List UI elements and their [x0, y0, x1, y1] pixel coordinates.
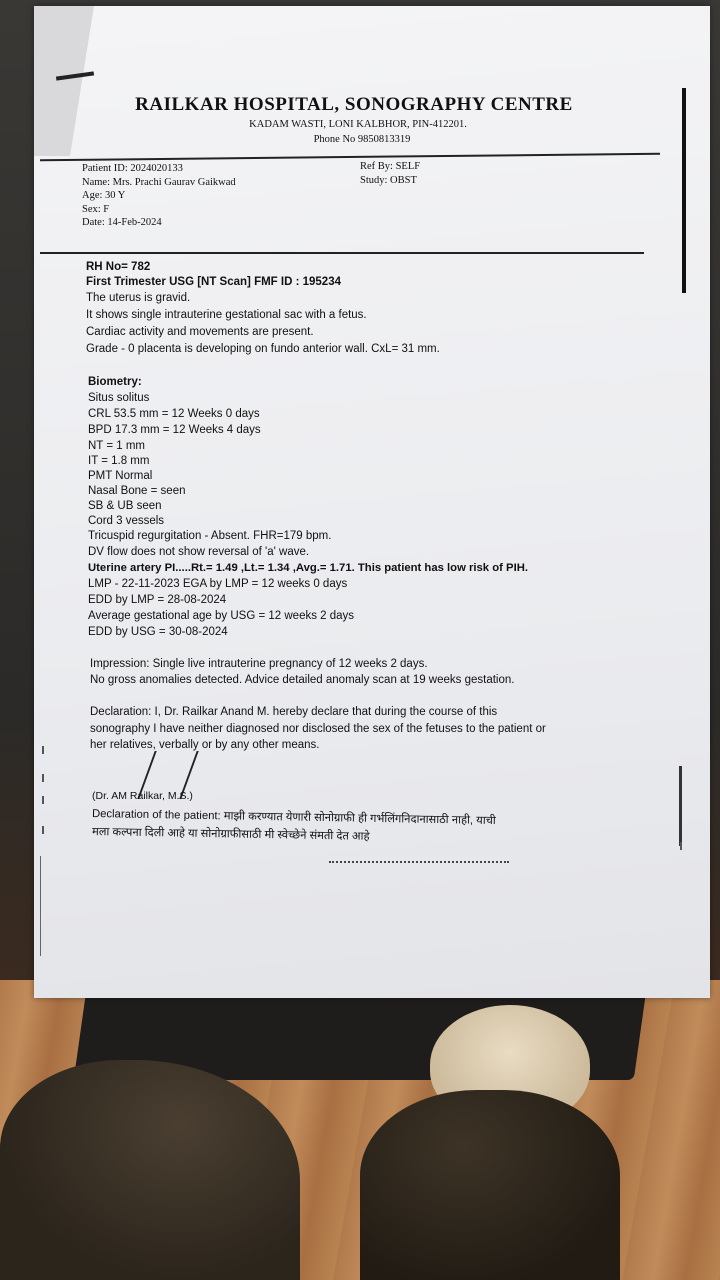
biometry-line: BPD 17.3 mm = 12 Weeks 4 days	[88, 424, 261, 436]
hospital-address: KADAM WASTI, LONI KALBHOR, PIN-412201.	[249, 119, 467, 130]
biometry-heading: Biometry:	[88, 376, 142, 388]
leg-right	[360, 1090, 620, 1280]
declaration-line: sonography I have neither diagnosed nor disclosed the sex of the fetuses to the patient or	[90, 723, 546, 735]
rh-number: RH No= 782	[86, 261, 151, 273]
scan-title: First Trimester USG [NT Scan] FMF ID : 195234	[86, 276, 341, 288]
finding-line: It shows single intrauterine gestational sac with a fetus.	[86, 309, 367, 321]
patient-age: Age: 30 Y	[82, 190, 126, 201]
header-rule	[40, 153, 660, 161]
biometry-line: EDD by LMP = 28-08-2024	[88, 594, 227, 606]
hospital-name: RAILKAR HOSPITAL, SONOGRAPHY CENTRE	[135, 94, 573, 115]
patient-name: Name: Mrs. Prachi Gaurav Gaikwad	[82, 176, 236, 188]
biometry-line: Nasal Bone = seen	[88, 485, 186, 497]
impression-line: Impression: Single live intrauterine pregnancy of 12 weeks 2 days.	[90, 658, 428, 670]
biometry-line: LMP - 22-11-2023 EGA by LMP = 12 weeks 0 days	[88, 578, 348, 590]
finding-line: Cardiac activity and movements are present.	[86, 326, 314, 338]
info-rule	[40, 252, 644, 254]
patient-declaration-line: Declaration of the patient: माझी करण्यात येणारी सोनोग्राफी ही गर्भलिंगनिदानासाठी नाही, याची	[91, 808, 496, 828]
margin-line	[40, 856, 41, 956]
patient-info-left	[82, 162, 236, 230]
biometry-line: EDD by USG = 30-08-2024	[88, 626, 228, 638]
biometry-line: Average gestational age by USG = 12 weeks 2 days	[88, 610, 355, 622]
study-type: Study: OBST	[360, 174, 417, 186]
declaration-line: her relatives, verbally or by any other means.	[90, 739, 320, 751]
report-paper	[34, 6, 710, 998]
patient-sex: Sex: F	[82, 203, 110, 215]
biometry-line: PMT Normal	[88, 470, 153, 482]
biometry-line: CRL 53.5 mm = 12 Weeks 0 days	[88, 408, 260, 420]
finding-line: The uterus is gravid.	[86, 292, 191, 304]
biometry-line: SB & UB seen	[88, 500, 162, 512]
patient-declaration-line: मला कल्पना दिली आहे या सोनोग्राफीसाठी मी स्वेच्छेने संमती देत आहे	[91, 826, 370, 843]
patient-id: Patient ID: 2024020133	[82, 163, 183, 174]
margin-tick	[42, 774, 44, 782]
finding-line: Grade - 0 placenta is developing on fundo anterior wall. CxL= 31 mm.	[86, 343, 440, 355]
report-date: Date: 14-Feb-2024	[82, 217, 162, 228]
patient-info-right	[360, 160, 420, 187]
margin-tick	[42, 796, 44, 804]
margin-tick	[42, 826, 44, 834]
biometry-line: IT = 1.8 mm	[88, 455, 150, 467]
doctor-name: (Dr. AM Railkar, M.S.)	[92, 790, 193, 802]
uterine-artery-line: Uterine artery PI.....Rt.= 1.49 ,Lt.= 1.34 ,Avg.= 1.71. This patient has low risk of PIH.	[88, 562, 528, 574]
impression-line: No gross anomalies detected. Advice detailed anomaly scan at 19 weeks gestation.	[90, 674, 515, 686]
biometry-line: Situs solitus	[88, 392, 150, 404]
referred-by: Ref By: SELF	[360, 161, 421, 172]
margin-bar-lower	[679, 766, 682, 846]
hospital-phone: Phone No 9850813319	[313, 134, 411, 145]
margin-tick	[42, 746, 44, 754]
biometry-line: Tricuspid regurgitation - Absent. FHR=179 bpm.	[88, 530, 332, 542]
biometry-line: Cord 3 vessels	[88, 515, 165, 527]
biometry-line: DV flow does not show reversal of 'a' wave.	[88, 546, 310, 558]
biometry-line: NT = 1 mm	[88, 440, 145, 452]
margin-tick	[680, 842, 682, 850]
declaration-line: Declaration: I, Dr. Railkar Anand M. hereby declare that during the course of this	[90, 706, 498, 718]
signature-dots	[329, 861, 509, 863]
